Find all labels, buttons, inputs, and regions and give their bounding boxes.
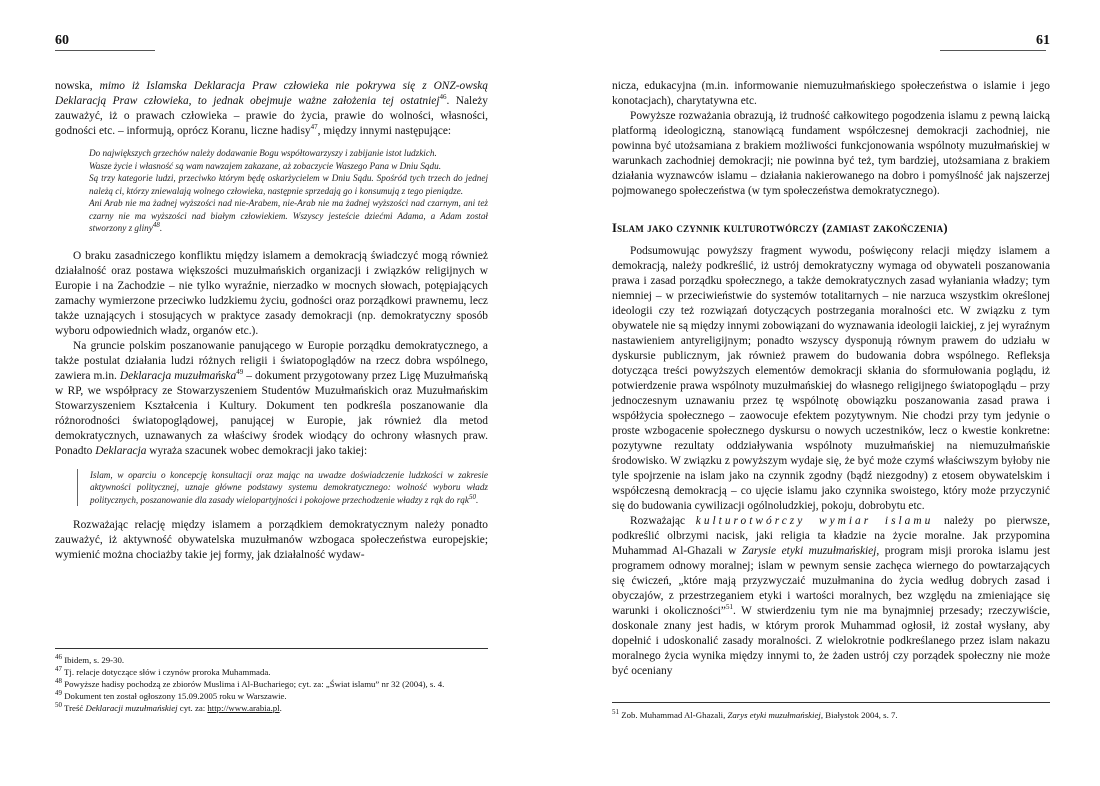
paragraph: O braku zasadniczego konfliktu między islamem a demokracją świadczyć mogą również działalność oraz postawa większości muzułmańskich organizacji i związków religijnych w Europie i na Zachodzie – nie tylko wyraźnie, nierzadko w mocnych słowach, potępiających zamachy wymierzone przeciwko ludzkiemu życiu, godności oraz porządkowi prawnemu, lecz także uznających i stosujących w praktyce zasady demokracji (np. demokratyczny sposób wyboru odpowiednich władz, organów etc.).: [55, 249, 488, 337]
text-run-italic: Deklaracji muzułmańskiej: [85, 703, 178, 713]
footnote-ref: 48: [152, 220, 160, 229]
footnote: [55, 666, 488, 678]
heading-text: Islam jako czynnik kulturotwórczy (zamiast zakończenia): [612, 221, 948, 235]
hadith-quote: Do największych grzechów należy dodawanie Bogu współtowarzyszy i zabijanie istot ludzkich.: [89, 148, 437, 158]
text-run: . W stwierdzeniu tym nie ma bynajmniej przesady; rzeczywiście, doskonale znany jest hadis, w którym prorok Muhammad ogłosił, iż został wysłany, aby dopełnić i udoskonalić zasady moralności. Z wielokrotnie podkreślanego przez islam nakazu moralnego życia wynika między innymi to, że żaden ustrój czy porządek społeczny nie może być oceniany: [612, 605, 1050, 677]
page-number: 60: [55, 33, 69, 48]
text-run-italic: mimo iż Islamska Deklaracja Praw człowieka nie pokrywa się z ONZ-owską Deklaracją Praw człowieka, to jednak obejmuje ważne założenia tej ostatniej: [55, 80, 488, 107]
footnote-number: 47: [55, 665, 62, 674]
footnote-text: Dokument ten został ogłoszony 15.09.2005 roku w Warszawie.: [64, 691, 287, 701]
footnote: [55, 654, 488, 666]
footnote: [55, 690, 488, 702]
header-rule: [940, 50, 1046, 51]
footnote: [55, 678, 488, 690]
text-run-italic: Deklaracja: [95, 444, 147, 457]
text-run: należy po pierwsze, podkreślić olbrzymi nacisk, jaki religia ta kładzie na życie moralne. Jak przypomina Muhammad Al-Ghazali w: [612, 515, 1050, 557]
body-text: [55, 79, 488, 563]
page-number: 61: [1036, 33, 1050, 48]
footnote-ref: 49: [236, 367, 244, 376]
text-run: Na gruncie polskim poszanowanie panującego w Europie porządku demokratycznego, a także postulat działania ludzi różnych religii i światopoglądów na rzecz dobra wspólnego, zawiera m.in.: [55, 339, 488, 382]
right-page: [550, 0, 1100, 786]
text-run: , program misji proroka islamu jest programem odnowy moralnej; islam w pewnym sensie zachęca wiernego do powtarzających się ćwiczeń, „które mają przyzwyczaić muzułmanina do życia według dobrych zasad i obyczajów, z przestrzeganiem etyki i wartości moralnych, bez względu na zmieniające się warunki i okoliczności”: [612, 545, 1050, 617]
footnote-ref: 47: [310, 123, 318, 132]
hadith-quotes: [89, 147, 488, 235]
footnote: [55, 702, 488, 714]
footnote-number: 49: [55, 689, 62, 698]
text-run-italic: Zarys etyki muzułmańskiej: [727, 710, 821, 720]
footnotes: [55, 654, 488, 714]
footnote-text: Powyższe hadisy pochodzą ze zbiorów Muslima i Al-Buchariego; cyt. za: „Świat islamu” nr 32 (2004), s. 4.: [64, 679, 445, 689]
footnote-link[interactable]: http://www.arabia.pl: [207, 703, 280, 713]
footnote-text: Ibidem, s. 29-30.: [64, 655, 125, 665]
paragraph: [55, 79, 488, 139]
paragraph: nicza, edukacyjna (m.in. informowanie niemuzułmańskiego społeczeństwa o islamie i jego konotacjach), charytatywna etc.: [612, 80, 1050, 107]
paragraph: [612, 514, 1050, 679]
footnote-rule: [612, 702, 1050, 703]
paragraph: [55, 339, 488, 459]
header-rule: [55, 50, 155, 51]
footnote-rule: [55, 648, 488, 649]
text-run: Ani Arab nie ma żadnej wyższości nad nie-Arabem, nie-Arab nie ma żadnej wyższości nad czarnym, ani też czarny nie ma wyższości nad białym człowiekiem. Wszyscy jesteście dziećmi Adama, a Adam został stworzony z gliny: [89, 198, 488, 233]
text-run: , między innymi następujące:: [317, 125, 452, 137]
footnote-ref: 51: [726, 603, 733, 612]
footnote-number: 46: [55, 653, 62, 662]
text-run: cyt. za:: [177, 703, 208, 713]
paragraph: Podsumowując powyższy fragment wywodu, poświęcony relacji między islamem a demokracją, należy podkreślić, iż ustrój demokratyczny wymaga od obywateli poszanowania prawa i zasad porządku społecznego, a także demokratycznych zasad wyłaniania władzy; tym niemniej – w przeciwieństwie do systemów totalitarnych – nie narzuca wszystkim określonej ideologii czy też rozwiązań dotyczących postrzegania moralności etc. W związku z tym obywatele nie są między innymi zobowiązani do wyznawania ideologii laickiej, z jej wyraźnym nastawieniem antyreligijnym; ponadto wszyscy dysponują równym prawem do udziału w dyskursie publicznym, jak również prawem do budowania dobra wspólnego. Refleksja dotycząca treści powyższych elementów demokracji skłania do sformułowania poglądu, iż potwierdzenie prawa wspólnoty muzułmańskiej do własnego religijnego światopoglądu – przy jednoczesnym uznawaniu przez tę wspólnotę obowiązku poszanowania zasad prawa i współżycia społecznego – zaowocuje efektem pozytywnym. Nie chodzi przy tym jedynie o proste wzbogacenie społecznego dyskursu o nowych uczestników, lecz o kwestie konkretne: pozytywne rezultaty oddziaływania wspólnoty muzułmańskiej na niemuzułmańskie środowisko. W związku z powyższym wydaje się, że być może czymś właściwszym byłoby nie tyle spojrzenie na islam jako na czynnik zgodny (bądź niezgodny) z etosem obywatelskim i współczesną demokracją – co ujęcie islamu jako czynnika swoistego, który może przyczynić się do budowania cywilizacji ogólnoludzkiej, pokoju, dobrobytu etc.: [612, 245, 1050, 512]
text-run: nowska,: [55, 80, 100, 92]
hadith-quote: Są trzy kategorie ludzi, przeciwko którym będę oskarżycielem w Dniu Sądu. Spośród tych trzech do jednej należą ci, którzy zniewalają wolnego człowieka, następnie sprzedają go i konsumują z tego pieniądze.: [89, 173, 488, 196]
text-run: .: [279, 703, 282, 713]
block-quote: Islam, w oparciu o koncepcję konsultacji oraz mając na uwadze doświadczenie ludzkości w zakresie aktywności politycznej, uznaje główne podstawy systemu demokratycznego: wolność wyboru władz politycznych, poszanowanie dla zasady wielopartyjności i pokojowe przechodzenie władzy z rąk do rąk$^{50}$.: [77, 469, 488, 507]
footnotes: [612, 709, 1050, 721]
paragraph: Powyższe rozważania obrazują, iż trudność całkowitego pogodzenia islamu z pewną laicką platformą ideologiczną, stanowiącą fundament współczesnej demokracji zachodniej, nie powinna być utożsamiana z brakiem możliwości funkcjonowania wspólnoty muzułmańskiej w warunkach zachodniej demokracji; nie powinna być też, tym bardziej, utożsamiana z brakiem działania wyznawców islamu – działania nakierowanego na dobro i pomyślność jak najszerzej pojmowanego społeczeństwa (w tym społeczeństwa demokratycznego).: [612, 110, 1050, 197]
hadith-quote: Ani Arab nie ma żadnej wyższości nad nie-Arabem, nie-Arab nie ma żadnej wyższości nad czarnym, ani też czarny nie ma wyższości nad białym człowiekiem. Wszyscy jesteście dziećmi Adama, a Adam został stworzony z gliny$^{48}$.: [89, 198, 488, 233]
section-heading: [612, 221, 1050, 236]
text-run-italic: Deklaracja muzułmańska: [119, 369, 237, 382]
footnote: [612, 709, 1050, 721]
text-run: Zob. Muhammad Al-Ghazali,: [621, 710, 728, 720]
text-run: , Białystok 2004, s. 7.: [820, 710, 898, 720]
text-run: Rozważając: [630, 515, 696, 527]
hadith-quote: Wasze życie i własność są wam nawzajem zakazane, aż zobaczycie Waszego Pana w Dniu Sądu.: [89, 160, 441, 171]
footnote-number: 48: [55, 677, 62, 686]
text-run-spaced: kulturotwórczy wymiar islamu: [695, 515, 934, 527]
footnote-ref: 46: [439, 93, 447, 102]
text-run: Treść: [64, 703, 86, 713]
paragraph: Rozważając relację między islamem a porządkiem demokratycznym należy ponadto zauważyć, iż aktywność obywatelska muzułmanów wzbogaca społeczeństwa europejskie; wymienić można chociażby takie jej formy, jak działalność wydaw-: [55, 519, 488, 561]
text-run-italic: Zarysie etyki muzułmańskiej: [741, 545, 877, 557]
text-run: . Należy zauważyć, iż o prawach człowieka – prawie do życia, prawie do wolności, własności, godności etc. – informują, oprócz Koranu, liczne hadisy: [55, 95, 488, 137]
footnote-number: 51: [612, 708, 619, 717]
footnote-text: Tj. relacje dotyczące słów i czynów proroka Muhammada.: [64, 667, 271, 677]
body-text: [612, 79, 1050, 679]
footnote-ref: 50: [468, 492, 476, 501]
text-run: wyraża szacunek wobec demokracji jako takiej:: [146, 444, 368, 457]
text-run: – dokument przygotowany przez Ligę Muzułmańską w RP, we współpracy ze Stowarzyszeniem Studentów Muzułmańskich oraz Muzułmańskim Stowarzyszeniem Kształcenia i Kultury. Dokument ten podkreśla poszanowanie dla różnorodności światopoglądowej, panującej w Europie, jak również dla metod demokratycznych, uznawanych za właściwy środek wiodący do ochrony własnych praw. Ponadto: [55, 369, 488, 457]
text-run: Islam, w oparciu o koncepcję konsultacji oraz mając na uwadze doświadczenie ludzkości w zakresie aktywności politycznej, uznaje główne podstawy systemu demokratycznego: wolność wyboru władz politycznych, poszanowanie dla zasady wielopartyjności i pokojowe przechodzenie władzy z rąk do rąk: [90, 469, 488, 505]
footnote-number: 50: [55, 701, 62, 710]
